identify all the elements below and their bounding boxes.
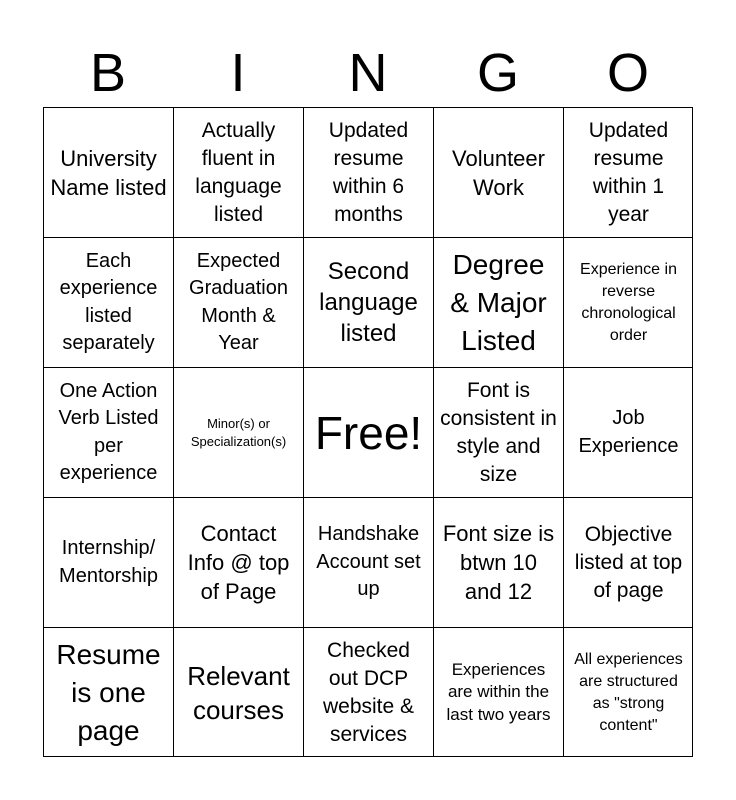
bingo-cell[interactable]: [563, 497, 693, 627]
cell-text: Font size is btwn 10 and 12: [442, 521, 555, 604]
bingo-cell[interactable]: [433, 627, 563, 757]
cell-text: Job Experience: [578, 407, 679, 457]
bingo-cell[interactable]: [433, 107, 563, 237]
cell-text: University Name listed: [50, 145, 167, 200]
header-letter-o: O: [606, 43, 649, 103]
cell-text: Experiences are within the last two years: [446, 659, 551, 724]
cell-text: Each experience listed separately: [59, 249, 158, 354]
header-letter-g: G: [476, 43, 519, 103]
bingo-cell[interactable]: [173, 107, 303, 237]
cell-text: Degree & Major Listed: [450, 248, 547, 356]
cell-text: Experience in reverse chronological order: [580, 260, 677, 344]
bingo-cell[interactable]: [433, 497, 563, 627]
bingo-cell[interactable]: [43, 237, 173, 367]
bingo-cell[interactable]: [563, 107, 693, 237]
bingo-cell[interactable]: [173, 497, 303, 627]
bingo-cell[interactable]: [303, 237, 433, 367]
bingo-board: [43, 107, 693, 757]
cell-text: Resume is one page: [56, 638, 161, 746]
bingo-cell[interactable]: [303, 627, 433, 757]
cell-text: Handshake Account set up: [316, 523, 421, 601]
bingo-cell[interactable]: [173, 237, 303, 367]
header-letter-b: B: [89, 43, 127, 103]
bingo-cell[interactable]: [43, 367, 173, 497]
bingo-header: [43, 40, 693, 106]
bingo-cell[interactable]: [303, 497, 433, 627]
cell-text: Actually fluent in language listed: [195, 118, 282, 226]
cell-text: Internship/ Mentorship: [59, 537, 158, 587]
bingo-cell[interactable]: [433, 367, 563, 497]
free-space-cell[interactable]: [303, 367, 433, 497]
bingo-cell[interactable]: [563, 237, 693, 367]
header-letter-i: I: [230, 43, 246, 103]
header-letter-n: N: [348, 43, 388, 103]
bingo-cell[interactable]: [43, 107, 173, 237]
bingo-cell[interactable]: [43, 497, 173, 627]
free-space-text: Free!: [314, 406, 423, 459]
cell-text: Checked out DCP website & services: [322, 638, 415, 746]
bingo-cell[interactable]: [563, 367, 693, 497]
cell-text: Updated resume within 6 months: [328, 118, 409, 226]
cell-text: All experiences are structured as "strong content": [574, 650, 683, 734]
cell-text: Minor(s) or Specialization(s): [190, 415, 287, 449]
bingo-cell[interactable]: [43, 627, 173, 757]
cell-text: Font is consistent in style and size: [440, 378, 557, 486]
cell-text: One Action Verb Listed per experience: [58, 379, 159, 484]
bingo-cell[interactable]: [433, 237, 563, 367]
cell-text: Second language listed: [319, 258, 418, 347]
bingo-cell[interactable]: [173, 627, 303, 757]
cell-text: Objective listed at top of page: [574, 522, 683, 602]
bingo-cell[interactable]: [303, 107, 433, 237]
bingo-cell[interactable]: [173, 367, 303, 497]
cell-text: Volunteer Work: [452, 145, 545, 200]
cell-text: Updated resume within 1 year: [588, 118, 669, 226]
cell-text: Expected Graduation Month & Year: [189, 249, 288, 354]
cell-text: Contact Info @ top of Page: [187, 521, 290, 604]
cell-text: Relevant courses: [187, 660, 290, 725]
bingo-cell[interactable]: [563, 627, 693, 757]
